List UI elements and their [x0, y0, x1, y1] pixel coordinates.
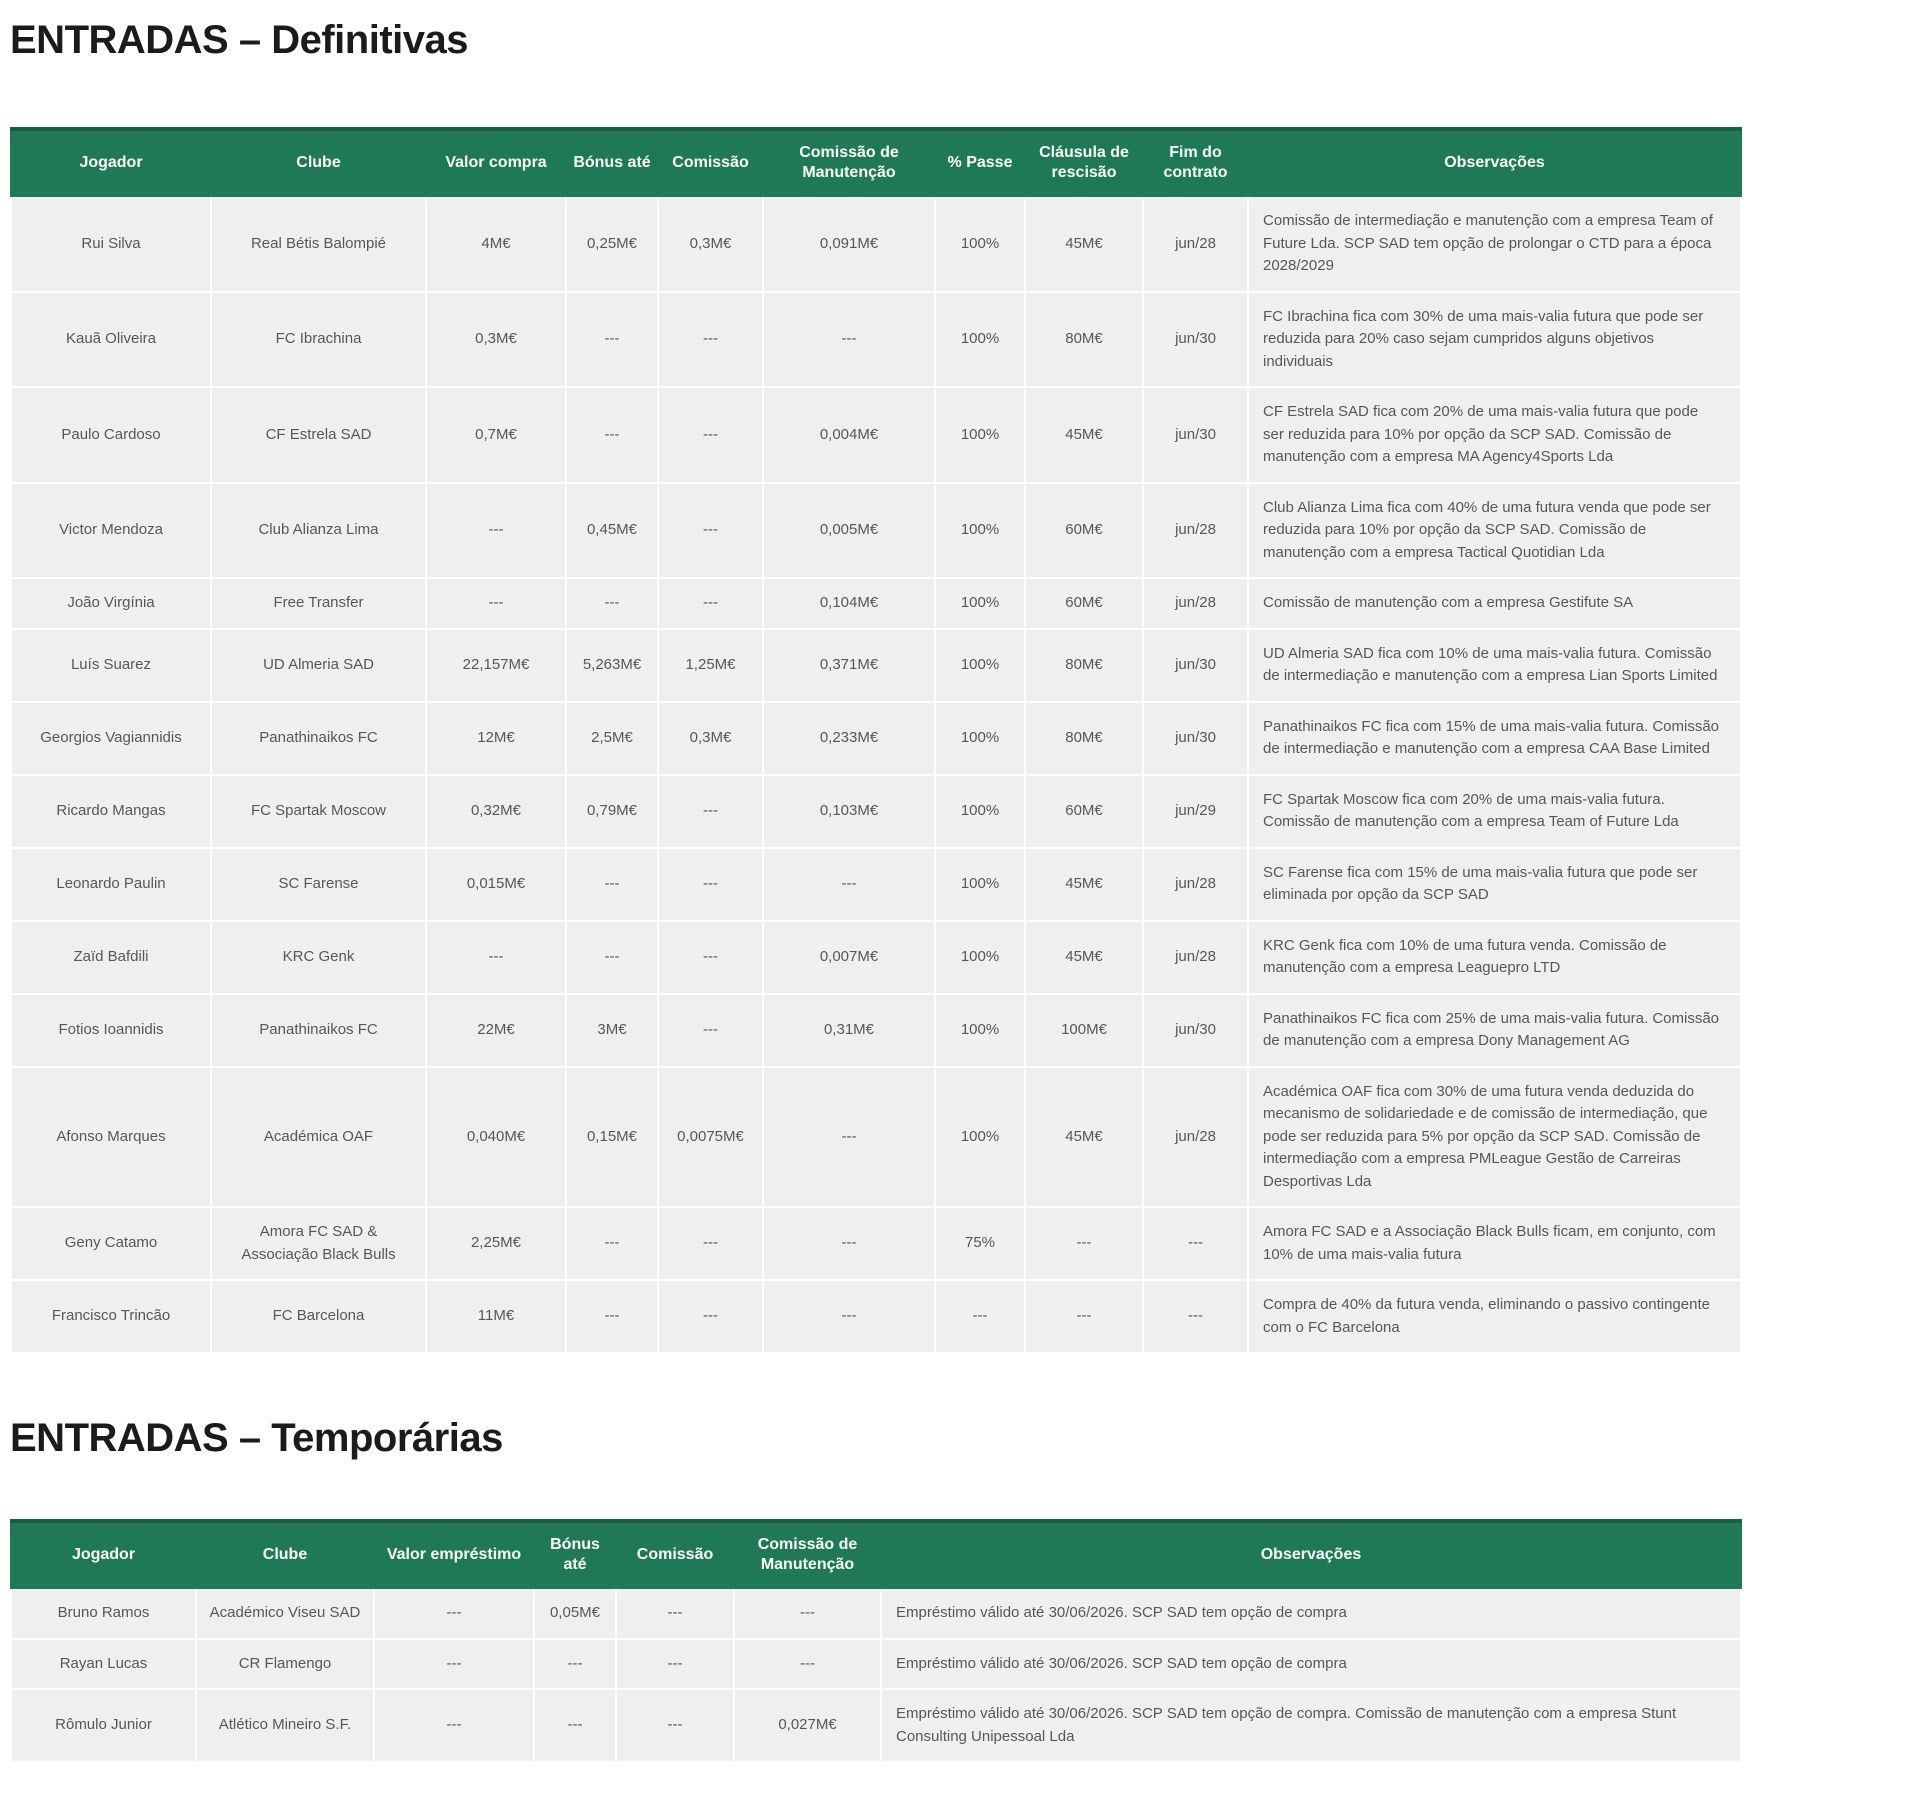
table-cell: 45M€	[1025, 387, 1143, 483]
table-cell: Panathinaikos FC	[211, 702, 426, 775]
table-cell: 0,3M€	[658, 196, 763, 292]
table-cell: 12M€	[426, 702, 566, 775]
table-cell: 100%	[935, 994, 1025, 1067]
table-cell: 0,45M€	[566, 483, 658, 579]
table-cell: ---	[734, 1639, 881, 1690]
table-cell: UD Almeria SAD fica com 10% de uma mais-valia futura. Comissão de intermediação e manutenção com a empresa Lian Sports Limited	[1248, 629, 1741, 702]
table-cell: Panathinaikos FC fica com 25% de uma mais-valia futura. Comissão de manutenção com a empresa Dony Management AG	[1248, 994, 1741, 1067]
table-cell: ---	[734, 1588, 881, 1639]
table-row	[11, 1280, 1741, 1353]
table-cell: Zaïd Bafdili	[11, 921, 211, 994]
table-cell: Leonardo Paulin	[11, 848, 211, 921]
table-cell: ---	[566, 578, 658, 629]
table-cell: 3M€	[566, 994, 658, 1067]
table-cell: ---	[658, 921, 763, 994]
column-header: Comissão de Manutenção	[734, 1521, 881, 1588]
table-cell: ---	[1143, 1280, 1248, 1353]
table-cell: ---	[658, 292, 763, 388]
table-cell: SC Farense fica com 15% de uma mais-valia futura que pode ser eliminada por opção da SCP SAD	[1248, 848, 1741, 921]
table-cell: jun/30	[1143, 387, 1248, 483]
table-cell: 22M€	[426, 994, 566, 1067]
table-cell: 0,007M€	[763, 921, 935, 994]
table-cell: 0,7M€	[426, 387, 566, 483]
table-cell: 0,3M€	[426, 292, 566, 388]
table-cell: ---	[566, 921, 658, 994]
table-cell: FC Barcelona	[211, 1280, 426, 1353]
table-cell: ---	[658, 387, 763, 483]
table-cell: ---	[1025, 1280, 1143, 1353]
table-cell: ---	[534, 1639, 616, 1690]
table-cell: 100M€	[1025, 994, 1143, 1067]
table-cell: Bruno Ramos	[11, 1588, 196, 1639]
table-cell: UD Almeria SAD	[211, 629, 426, 702]
table-cell: jun/28	[1143, 196, 1248, 292]
table-cell: ---	[658, 1280, 763, 1353]
table-row	[11, 994, 1741, 1067]
column-header: Fim do contrato	[1143, 129, 1248, 196]
table-cell: 100%	[935, 292, 1025, 388]
table-cell: jun/28	[1143, 921, 1248, 994]
table-cell: Comissão de intermediação e manutenção com a empresa Team of Future Lda. SCP SAD tem opção de prolongar o CTD para a época 2028/2029	[1248, 196, 1741, 292]
table-row	[11, 1689, 1741, 1762]
column-header: Jogador	[11, 1521, 196, 1588]
column-header: Observações	[881, 1521, 1741, 1588]
table-cell: ---	[658, 848, 763, 921]
column-header: Comissão de Manutenção	[763, 129, 935, 196]
section-title-entradas-temporarias: ENTRADAS – Temporárias	[10, 1416, 503, 1460]
table-cell: 100%	[935, 702, 1025, 775]
table-cell: ---	[935, 1280, 1025, 1353]
table-cell: 100%	[935, 775, 1025, 848]
table-cell: 0,004M€	[763, 387, 935, 483]
table-row	[11, 775, 1741, 848]
table-cell: 75%	[935, 1207, 1025, 1280]
table-row	[11, 1639, 1741, 1690]
table-row	[11, 848, 1741, 921]
table-cell: jun/28	[1143, 1067, 1248, 1208]
table-cell: Francisco Trincão	[11, 1280, 211, 1353]
table-cell: ---	[374, 1639, 534, 1690]
table-cell: 0,0075M€	[658, 1067, 763, 1208]
table-cell: ---	[658, 775, 763, 848]
table-cell: KRC Genk fica com 10% de uma futura venda. Comissão de manutenção com a empresa Leaguepro LTD	[1248, 921, 1741, 994]
column-header: Bónus até	[566, 129, 658, 196]
table-cell: 0,103M€	[763, 775, 935, 848]
table-cell: 100%	[935, 483, 1025, 579]
table-cell: 100%	[935, 629, 1025, 702]
table-cell: ---	[534, 1689, 616, 1762]
table-cell: FC Ibrachina	[211, 292, 426, 388]
column-header: Observações	[1248, 129, 1741, 196]
table-row	[11, 483, 1741, 579]
table-cell: ---	[658, 578, 763, 629]
table-cell: 45M€	[1025, 921, 1143, 994]
table-cell: ---	[426, 578, 566, 629]
column-header: Bónus até	[534, 1521, 616, 1588]
table-cell: ---	[566, 1207, 658, 1280]
table-cell: 45M€	[1025, 1067, 1143, 1208]
table-cell: 0,104M€	[763, 578, 935, 629]
table-cell: ---	[616, 1639, 734, 1690]
table-cell: 0,040M€	[426, 1067, 566, 1208]
table-cell: Académica OAF	[211, 1067, 426, 1208]
table-cell: CF Estrela SAD fica com 20% de uma mais-valia futura que pode ser reduzida para 10% por opção da SCP SAD. Comissão de manutenção com a empresa MA Agency4Sports Lda	[1248, 387, 1741, 483]
table-cell: 100%	[935, 1067, 1025, 1208]
column-header: % Passe	[935, 129, 1025, 196]
table-cell: 4M€	[426, 196, 566, 292]
header-row	[11, 129, 1741, 196]
table-cell: 0,371M€	[763, 629, 935, 702]
table-cell: CF Estrela SAD	[211, 387, 426, 483]
table-row	[11, 1588, 1741, 1639]
table-cell: Ricardo Mangas	[11, 775, 211, 848]
table-cell: Empréstimo válido até 30/06/2026. SCP SAD tem opção de compra	[881, 1639, 1741, 1690]
table-cell: jun/28	[1143, 848, 1248, 921]
table-cell: ---	[763, 848, 935, 921]
table-row	[11, 1067, 1741, 1208]
table-cell: Club Alianza Lima	[211, 483, 426, 579]
table-cell: Free Transfer	[211, 578, 426, 629]
table-cell: 0,32M€	[426, 775, 566, 848]
table-row	[11, 292, 1741, 388]
table-cell: 2,5M€	[566, 702, 658, 775]
table-cell: Amora FC SAD e a Associação Black Bulls ficam, em conjunto, com 10% de uma mais-valia futura	[1248, 1207, 1741, 1280]
table-cell: ---	[763, 1280, 935, 1353]
table-cell: Rui Silva	[11, 196, 211, 292]
table-row	[11, 702, 1741, 775]
table-cell: jun/28	[1143, 578, 1248, 629]
table-cell: Empréstimo válido até 30/06/2026. SCP SAD tem opção de compra. Comissão de manutenção com a empresa Stunt Consulting Unipessoal Lda	[881, 1689, 1741, 1762]
table-cell: jun/30	[1143, 292, 1248, 388]
column-header: Comissão	[658, 129, 763, 196]
column-header: Clube	[211, 129, 426, 196]
table-cell: jun/30	[1143, 994, 1248, 1067]
table-cell: ---	[426, 921, 566, 994]
table-cell: ---	[374, 1689, 534, 1762]
table-cell: 0,79M€	[566, 775, 658, 848]
column-header: Cláusula de rescisão	[1025, 129, 1143, 196]
table-cell: 100%	[935, 196, 1025, 292]
entradas-definitivas-table	[10, 127, 1742, 1354]
table-cell: Académica OAF fica com 30% de uma futura venda deduzida do mecanismo de solidariedade e de comissão de intermediação, que pode ser reduzida para 5% por opção da SCP SAD. Comissão de intermediação com a empresa PMLeague Gestão de Carreiras Desportivas Lda	[1248, 1067, 1741, 1208]
table-cell: Victor Mendoza	[11, 483, 211, 579]
table-cell: jun/28	[1143, 483, 1248, 579]
table-cell: Comissão de manutenção com a empresa Gestifute SA	[1248, 578, 1741, 629]
table-cell: Panathinaikos FC	[211, 994, 426, 1067]
table-cell: 0,091M€	[763, 196, 935, 292]
table-cell: 2,25M€	[426, 1207, 566, 1280]
section-title-entradas-definitivas: ENTRADAS – Definitivas	[10, 18, 468, 62]
table-cell: ---	[763, 1067, 935, 1208]
table-cell: 45M€	[1025, 848, 1143, 921]
table-cell: Rayan Lucas	[11, 1639, 196, 1690]
table-cell: Atlético Mineiro S.F.	[196, 1689, 374, 1762]
table-cell: 1,25M€	[658, 629, 763, 702]
table-cell: 22,157M€	[426, 629, 566, 702]
table-cell: Georgios Vagiannidis	[11, 702, 211, 775]
column-header: Clube	[196, 1521, 374, 1588]
table-cell: 0,15M€	[566, 1067, 658, 1208]
table-cell: SC Farense	[211, 848, 426, 921]
table-row	[11, 629, 1741, 702]
table-cell: 0,015M€	[426, 848, 566, 921]
table-cell: 0,05M€	[534, 1588, 616, 1639]
table-cell: jun/30	[1143, 702, 1248, 775]
table-cell: Geny Catamo	[11, 1207, 211, 1280]
column-header: Valor empréstimo	[374, 1521, 534, 1588]
table-cell: 80M€	[1025, 629, 1143, 702]
table-cell: Kauã Oliveira	[11, 292, 211, 388]
table-cell: CR Flamengo	[196, 1639, 374, 1690]
table-cell: 80M€	[1025, 292, 1143, 388]
table-cell: ---	[374, 1588, 534, 1639]
table-cell: 0,3M€	[658, 702, 763, 775]
table-cell: 100%	[935, 387, 1025, 483]
table-cell: ---	[426, 483, 566, 579]
table-cell: 5,263M€	[566, 629, 658, 702]
table-cell: FC Spartak Moscow	[211, 775, 426, 848]
column-header: Comissão	[616, 1521, 734, 1588]
table-cell: Fotios Ioannidis	[11, 994, 211, 1067]
table-cell: ---	[566, 292, 658, 388]
table-cell: KRC Genk	[211, 921, 426, 994]
table-cell: 60M€	[1025, 775, 1143, 848]
table-cell: FC Ibrachina fica com 30% de uma mais-valia futura que pode ser reduzida para 20% caso sejam cumpridos alguns objetivos individuais	[1248, 292, 1741, 388]
table-cell: ---	[1143, 1207, 1248, 1280]
column-header: Valor compra	[426, 129, 566, 196]
entradas-temporarias-table	[10, 1519, 1742, 1763]
table-cell: ---	[616, 1588, 734, 1639]
table-cell: 45M€	[1025, 196, 1143, 292]
table-cell: 60M€	[1025, 483, 1143, 579]
table-cell: ---	[658, 994, 763, 1067]
table-cell: Luís Suarez	[11, 629, 211, 702]
table-cell: Paulo Cardoso	[11, 387, 211, 483]
table-cell: 0,25M€	[566, 196, 658, 292]
table-cell: ---	[1025, 1207, 1143, 1280]
table-row	[11, 1207, 1741, 1280]
table-cell: 0,31M€	[763, 994, 935, 1067]
column-header: Jogador	[11, 129, 211, 196]
table-cell: 0,027M€	[734, 1689, 881, 1762]
table-cell: Académico Viseu SAD	[196, 1588, 374, 1639]
table-cell: Club Alianza Lima fica com 40% de uma futura venda que pode ser reduzida para 10% por opção da SCP SAD. Comissão de manutenção com a empresa Tactical Quotidian Lda	[1248, 483, 1741, 579]
table-cell: ---	[566, 387, 658, 483]
table-cell: Real Bétis Balompié	[211, 196, 426, 292]
table-row	[11, 921, 1741, 994]
table-cell: 100%	[935, 578, 1025, 629]
table-cell: 0,233M€	[763, 702, 935, 775]
table-cell: 0,005M€	[763, 483, 935, 579]
table-cell: 11M€	[426, 1280, 566, 1353]
table-cell: ---	[763, 292, 935, 388]
table-cell: 100%	[935, 921, 1025, 994]
table-cell: Panathinaikos FC fica com 15% de uma mais-valia futura. Comissão de intermediação e manutenção com a empresa CAA Base Limited	[1248, 702, 1741, 775]
table-cell: Rômulo Junior	[11, 1689, 196, 1762]
table-cell: ---	[763, 1207, 935, 1280]
table-cell: 60M€	[1025, 578, 1143, 629]
table-cell: ---	[566, 848, 658, 921]
table-cell: Amora FC SAD & Associação Black Bulls	[211, 1207, 426, 1280]
table-cell: João Virgínia	[11, 578, 211, 629]
table-cell: Compra de 40% da futura venda, eliminando o passivo contingente com o FC Barcelona	[1248, 1280, 1741, 1353]
table-cell: 100%	[935, 848, 1025, 921]
table-cell: ---	[658, 1207, 763, 1280]
table-cell: Afonso Marques	[11, 1067, 211, 1208]
table-cell: ---	[566, 1280, 658, 1353]
table-cell: jun/29	[1143, 775, 1248, 848]
table-cell: FC Spartak Moscow fica com 20% de uma mais-valia futura. Comissão de manutenção com a empresa Team of Future Lda	[1248, 775, 1741, 848]
table-row	[11, 387, 1741, 483]
table-row	[11, 196, 1741, 292]
table-cell: Empréstimo válido até 30/06/2026. SCP SAD tem opção de compra	[881, 1588, 1741, 1639]
table-cell: jun/30	[1143, 629, 1248, 702]
table-cell: ---	[616, 1689, 734, 1762]
header-row	[11, 1521, 1741, 1588]
table-row	[11, 578, 1741, 629]
table-cell: ---	[658, 483, 763, 579]
table-cell: 80M€	[1025, 702, 1143, 775]
